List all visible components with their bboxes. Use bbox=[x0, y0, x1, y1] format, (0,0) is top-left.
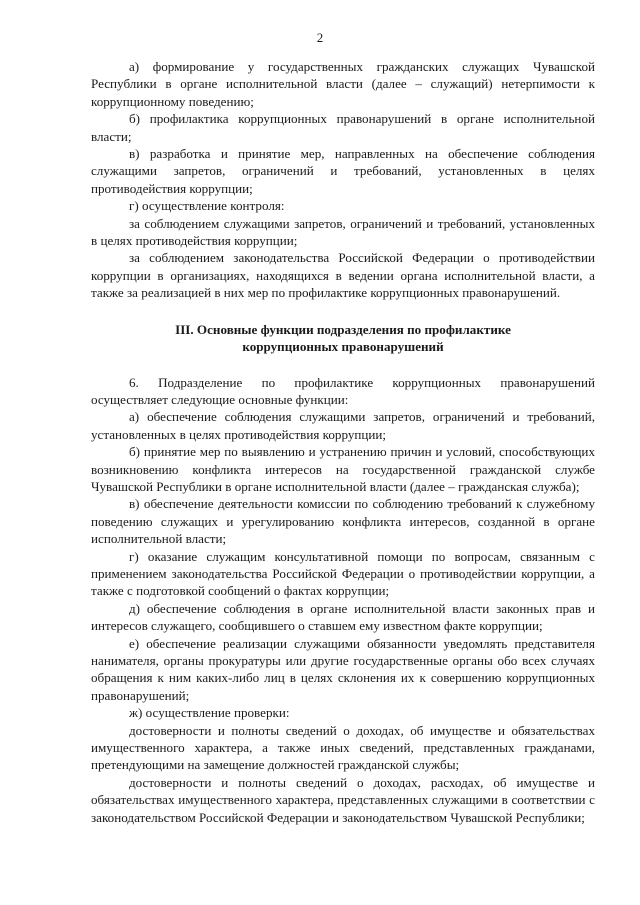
paragraph-function-b: б) принятие мер по выявлению и устранению причин и условий, способствующих возникновению конфликта интересов на государственной гражданской службе Чувашской Республики в органе исполнительной власти (далее – гражданская служба); bbox=[91, 444, 595, 494]
section-heading-line-2: коррупционных правонарушений bbox=[242, 339, 444, 355]
paragraph-function-zh: ж) осуществление проверки: bbox=[129, 705, 290, 721]
paragraph-check-servants: достоверности и полноты сведений о доходах, расходах, об имуществе и обязательствах имущественного характера, представленных служащими в соответствии с законодательством Российской Федерации и законодательством Чувашской Республики; bbox=[91, 774, 595, 825]
paragraph-function-d: д) обеспечение соблюдения в органе исполнительной власти законных прав и интересов служащего, сообщившего о ставшем ему известном факте коррупции; bbox=[91, 600, 595, 634]
section-heading bbox=[91, 321, 595, 356]
paragraph-function-g: г) оказание служащим консультативной помощи по вопросам, связанным с применением законодательства Российской Федерации о противодействии коррупции, а также с подготовкой сообщений о фактах коррупции; bbox=[91, 548, 595, 599]
paragraph-function-a: а) обеспечение соблюдения служащими запретов, ограничений и требований, установленных в целях противодействия коррупции; bbox=[91, 409, 595, 442]
paragraph-function-v: в) обеспечение деятельности комиссии по соблюдению требований к служебному поведению служащих и урегулированию конфликта интересов, созданной в органе исполнительной власти; bbox=[91, 496, 595, 547]
document-body bbox=[91, 58, 595, 826]
paragraph-item-b: б) профилактика коррупционных правонарушений в органе исполнительной власти; bbox=[91, 111, 595, 144]
paragraph-function-e: е) обеспечение реализации служащими обязанности уведомлять представителя нанимателя, органы прокуратуры или другие государственные органы обо всех случаях обращения к ним каких-либо лиц в целях склонения их к совершению коррупционных правонарушений; bbox=[91, 635, 595, 703]
paragraph-item-g: г) осуществление контроля: bbox=[129, 198, 285, 214]
paragraph-control-legislation: за соблюдением законодательства Российской Федерации о противодействии коррупции в организациях, находящихся в ведении органа исполнительной власти, а также за реализацией в них мер по профилактике коррупционных правонарушений. bbox=[91, 250, 595, 301]
paragraph-item-a: а) формирование у государственных гражданских служащих Чувашской Республики в органе исполнительной власти (далее – служащий) нетерпимости к коррупционному поведению; bbox=[91, 59, 595, 109]
page-number: 2 bbox=[316, 30, 324, 45]
section-heading-line-1: III. Основные функции подразделения по профилактике bbox=[175, 321, 511, 337]
paragraph-clause-6: 6. Подразделение по профилактике коррупционных правонарушений осуществляет следующие основные функции: bbox=[91, 374, 595, 407]
paragraph-control-prohibitions: за соблюдением служащими запретов, ограничений и требований, установленных в целях противодействия коррупции; bbox=[91, 215, 595, 249]
paragraph-check-citizens: достоверности и полноты сведений о доходах, об имуществе и обязательствах имущественного характера, а также иных сведений, представленных гражданами, претендующими на замещение должностей гражданской службы; bbox=[91, 722, 595, 773]
paragraph-item-v: в) разработка и принятие мер, направленных на обеспечение соблюдения служащими запретов, ограничений и требований, установленных в целях противодействия коррупции; bbox=[91, 146, 595, 196]
